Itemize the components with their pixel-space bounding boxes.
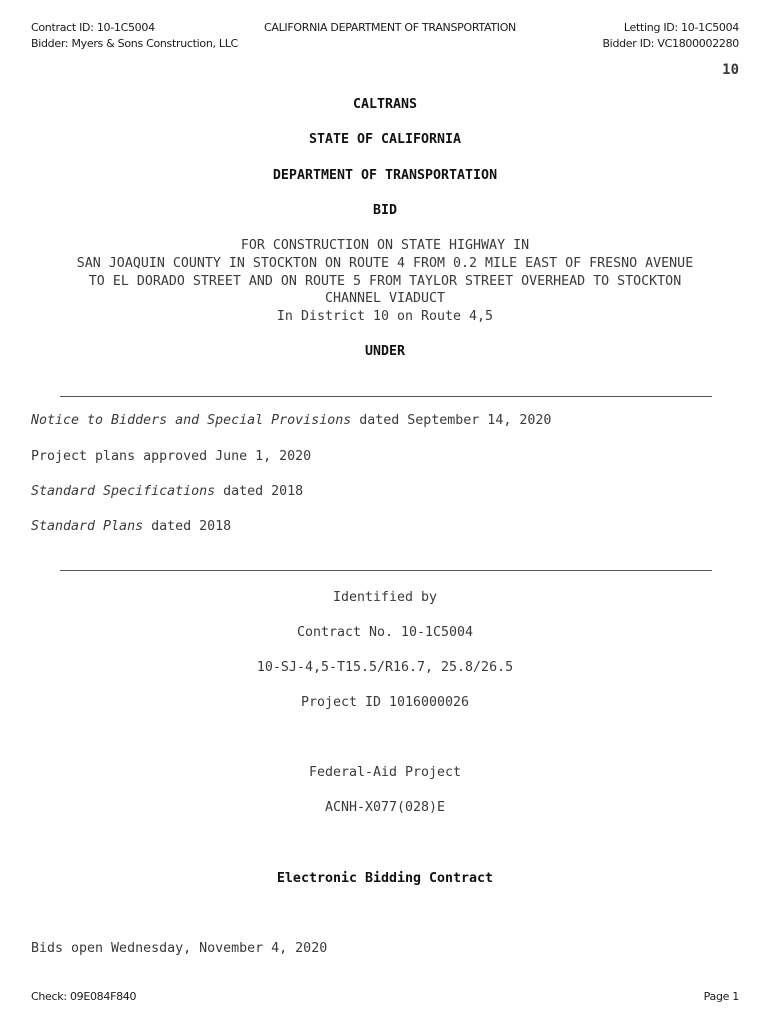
document-date: dated 2018 [143,519,232,534]
divider [60,570,712,571]
title-state: STATE OF CALIFORNIA [308,132,462,147]
district-route: In District 10 on Route 4,5 [276,309,494,325]
federal-aid-number: ACNH-X077(028)E [324,800,446,815]
document-date: Project plans approved June 1, 2020 [31,449,312,464]
contract-type: Electronic Bidding Contract [276,871,494,886]
title-department: DEPARTMENT OF TRANSPORTATION [272,168,498,183]
document-line [31,519,231,534]
bidder-name: Bidder: Myers & Sons Construction, LLC [31,37,238,50]
project-id: Project ID 1016000026 [300,695,470,710]
title-caltrans: CALTRANS [352,97,418,112]
identified-by: Identified by [332,590,438,605]
document-date: dated 2018 [215,484,304,499]
contract-id: Contract ID: 10-1C5004 [31,21,155,34]
divider [60,396,712,397]
description-line: CHANNEL VIADUCT [324,291,446,307]
document-title: Standard Plans [31,519,144,534]
document-line [31,413,551,428]
bids-open-date: Bids open Wednesday, November 4, 2020 [31,941,328,956]
agency-name: CALIFORNIA DEPARTMENT OF TRANSPORTATION [264,21,516,34]
title-bid: BID [372,203,398,218]
contract-number: Contract No. 10-1C5004 [296,625,474,640]
page-number: 10 [722,62,739,78]
check-code: Check: 09E084F840 [31,990,137,1003]
location-code: 10-SJ-4,5-T15.5/R16.7, 25.8/26.5 [256,660,514,675]
document-date: dated September 14, 2020 [351,413,552,428]
document-line [31,484,303,499]
document-title: Standard Specifications [31,484,216,499]
description-line: FOR CONSTRUCTION ON STATE HIGHWAY IN [240,238,530,253]
footer-page: Page 1 [703,990,739,1003]
letting-id: Letting ID: 10-1C5004 [623,21,739,34]
description-line: TO EL DORADO STREET AND ON ROUTE 5 FROM TAYLOR STREET OVERHEAD TO STOCKTON [88,273,682,289]
document-title: Notice to Bidders and Special Provisions [31,413,352,428]
federal-aid-label: Federal-Aid Project [308,765,462,780]
description-line: SAN JOAQUIN COUNTY IN STOCKTON ON ROUTE 4 FROM 0.2 MILE EAST OF FRESNO AVENUE [76,255,694,271]
bidder-id: Bidder ID: VC1800002280 [602,37,739,50]
header-right [602,20,739,52]
document-line [31,449,311,464]
project-description [0,237,770,326]
under-heading: UNDER [364,344,406,359]
